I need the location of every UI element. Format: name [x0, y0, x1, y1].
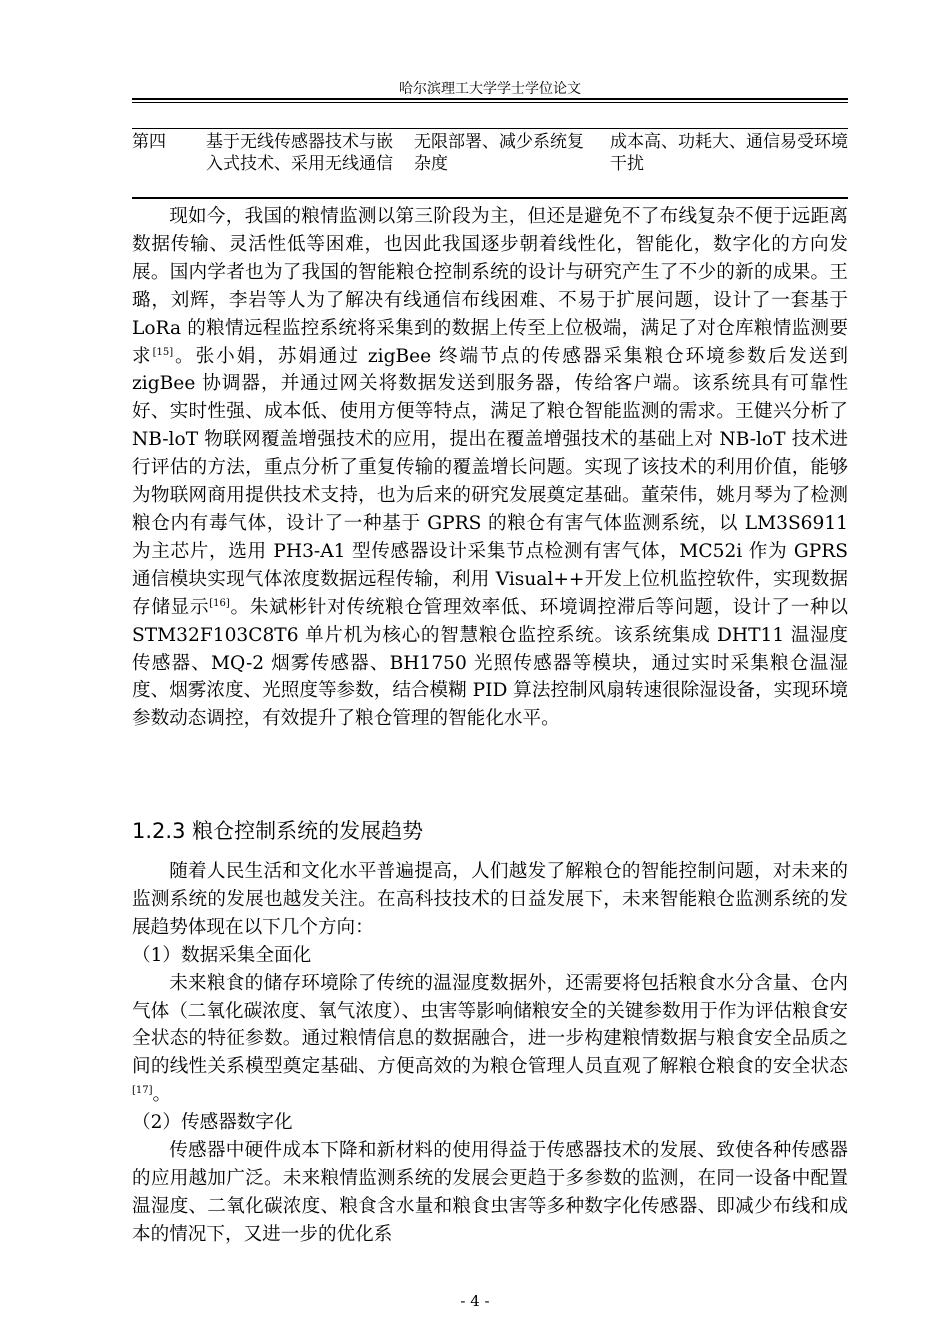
page-header: 哈尔滨理工大学学士学位论文	[399, 81, 581, 97]
citation: [16]	[209, 597, 230, 609]
list-item-title: （2）传感器数字化	[132, 1112, 293, 1134]
body-section-trends	[132, 858, 848, 1249]
body-paragraph-1	[132, 203, 848, 733]
page-number: - 4 -	[460, 1292, 490, 1310]
paragraph-text: 现如今，我国的粮情监测以第三阶段为主，但还是避免不了布线复杂不便于远距离数据传输、灵活性低等困难，也因此我国逐步朝着线性化，智能化，数字化的方向发展。国内学者也为了我国的智能粮仓控制系统的设计与研究产生了不少的新的成果。王璐，刘辉，李岩等人为了解决有线通信布线困难、不易于扩展问题，设计了一套基于 LoRa 的粮情远程监控系统将采集到的数据上传至上位极端，满足了对仓库粮情监测要求	[132, 206, 848, 367]
table-rule-bottom	[132, 197, 848, 199]
table-cell-stage: 第四	[132, 132, 166, 152]
list-item-title: （1）数据采集全面化	[132, 944, 312, 966]
header-rule-thick	[132, 98, 848, 100]
section-heading: 1.2.3 粮仓控制系统的发展趋势	[132, 819, 424, 843]
paragraph-text: 。张小娟，苏娟通过 zigBee 终端节点的传感器采集粮仓环境参数后发送到 zigBee 协调器，并通过网关将数据发送到服务器，传给客户端。该系统具有可靠性好、实时性强、成本低、使用方便等特点，满足了粮仓智能监测的需求。王健兴分析了 NB-loT 物联网覆盖增强技术的应用，提出在覆盖增强技术的基础上对 NB-loT 技术进行评估的方法，重点分析了重复传输的覆盖增长问题。实现了该技术的利用价值，能够为物联网商用提供技术支持，也为后来的研究发展奠定基础。董荣伟，姚月琴为了检测粮仓内有毒气体，设计了一种基于 GPRS 的粮仓有害气体监测系统，以 LM3S6911 为主芯片，选用 PH3-A1 型传感器设计采集节点检测有害气体，MC52i 作为 GPRS 通信模块实现气体浓度数据远程传输，利用 Visual++开发上位机监控软件，实现数据存储显示	[132, 345, 848, 618]
table-cell-disadvantages: 成本高、功耗大、通信易受环境干扰	[610, 132, 848, 174]
paragraph-text: 。朱斌彬针对传统粮仓管理效率低、环境调控滞后等问题，设计了一种以 STM32F103C8T6 单片机为核心的智慧粮仓监控系统。该系统集成 DHT11 温湿度传感器、MQ-2 烟雾传感器、BH1750 光照传感器等模块，通过实时采集粮仓温湿度、烟雾浓度、光照度等参数，结合模糊 PID 算法控制风扇转速很除湿设备，实现环境参数动态调控，有效提升了粮仓管理的智能化水平。	[132, 596, 848, 730]
citation: [17]	[132, 1085, 153, 1097]
table-cell-technology: 基于无线传感器技术与嵌入式技术、采用无线通信	[206, 132, 393, 174]
table-rule-top	[132, 128, 848, 129]
citation: [15]	[152, 346, 174, 358]
paragraph-text: 。	[152, 1084, 172, 1106]
intro-paragraph: 随着人民生活和文化水平普遍提高，人们越发了解粮仓的智能控制问题，对未来的监测系统的发展也越发关注。在高科技技术的日益发展下，未来智能粮仓监测系统的发展趋势体现在以下几个方向：	[132, 861, 848, 938]
header-rule-thin	[132, 102, 848, 103]
paragraph-text: 传感器中硬件成本下降和新材料的使用得益于传感器技术的发展、致使各种传感器的应用越加广泛。未来粮情监测系统的发展会更趋于多参数的监测，在同一设备中配置温湿度、二氧化碳浓度、粮食含水量和粮食虫害等多种数字化传感器、即减少布线和成本的情况下，又进一步的优化系	[132, 1140, 848, 1245]
table-cell-advantages: 无限部署、减少系统复杂度	[414, 132, 584, 174]
paragraph-text: 未来粮食的储存环境除了传统的温湿度数据外，还需要将包括粮食水分含量、仓内气体（二氧化碳浓度、氧气浓度）、虫害等影响储粮安全的关键参数用于作为评估粮食安全状态的特征参数。通过粮情信息的数据融合，进一步构建粮情数据与粮食安全品质之间的线性关系模型奠定基础、方便高效的为粮仓管理人员直观了解粮仓粮食的安全状态	[132, 972, 848, 1078]
